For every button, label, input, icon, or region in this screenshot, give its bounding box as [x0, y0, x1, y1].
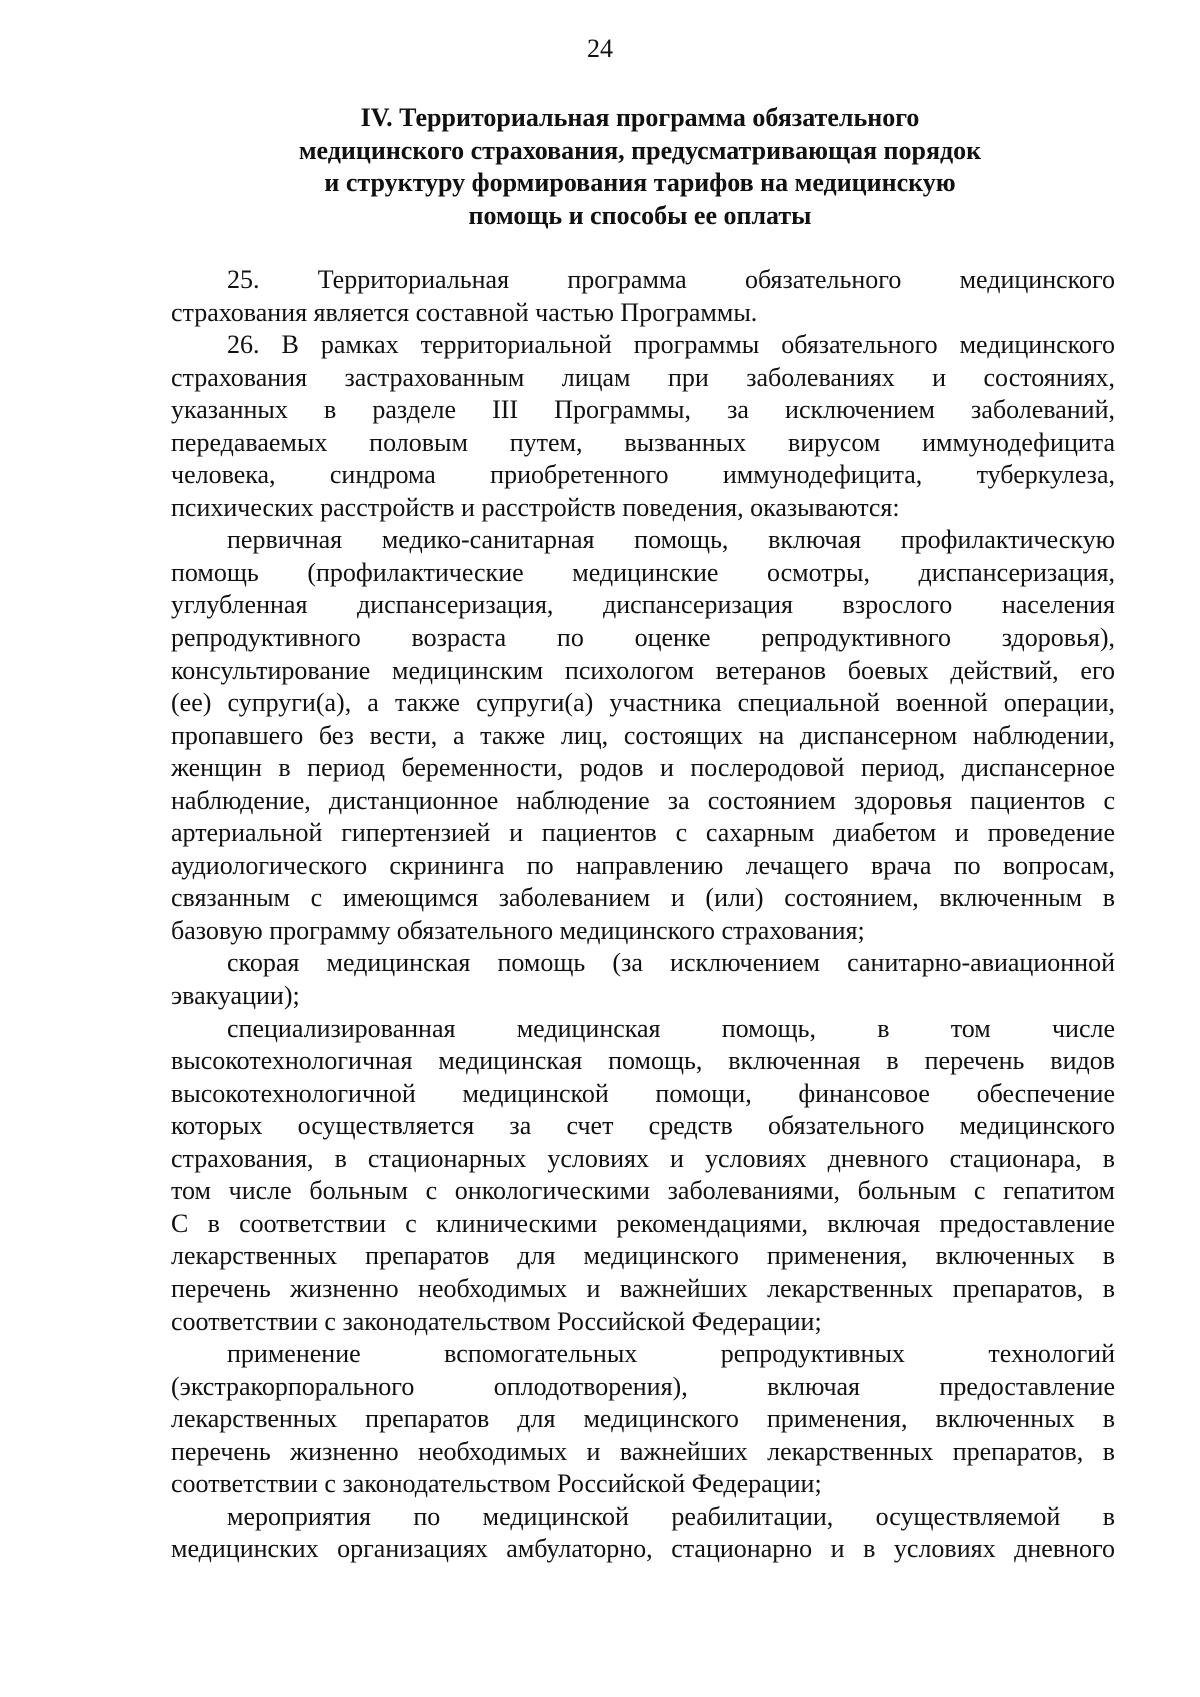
heading-line: медицинского страхования, предусматривающая порядок: [298, 135, 982, 165]
section-heading: [200, 102, 1080, 232]
paragraph-line: медицинских организациях амбулаторно, стационарно и в условиях дневного: [171, 1534, 1115, 1564]
paragraph-line: базовую программу обязательного медицинского страхования;: [171, 915, 865, 945]
paragraph-line: страхования застрахованным лицам при заболеваниях и состояниях,: [171, 362, 1115, 392]
paragraph-line: указанных в разделе III Программы, за исключением заболеваний,: [171, 395, 1115, 425]
heading-line: и структуру формирования тарифов на медицинскую: [324, 168, 956, 197]
paragraph-line: психических расстройств и расстройств поведения, оказываются:: [171, 492, 900, 522]
paragraph-line: (ее) супруги(а), а также супруги(а) участника специальной военной операции,: [171, 688, 1115, 718]
paragraph-line: том числе больным с онкологическими заболеваниями, больным с гепатитом: [171, 1176, 1115, 1206]
paragraph-line: 26. В рамках территориальной программы обязательного медицинского: [227, 330, 1115, 360]
paragraph: [171, 1338, 1115, 1501]
paragraph-line: высокотехнологичной медицинской помощи, финансовое обеспечение: [171, 1078, 1115, 1108]
paragraph-line: помощь (профилактические медицинские осмотры, диспансеризация,: [171, 557, 1115, 587]
paragraph-line: пропавшего без вести, а также лиц, состоящих на диспансерном наблюдении,: [171, 720, 1115, 750]
paragraph: [171, 329, 1115, 524]
paragraph-line: углубленная диспансеризация, диспансеризация взрослого населения: [171, 590, 1115, 620]
paragraph: [171, 947, 1115, 1012]
paragraph-line: страхования является составной частью Программы.: [171, 297, 758, 327]
paragraph-line: передаваемых половым путем, вызванных вирусом иммунодефицита: [171, 427, 1115, 457]
paragraph-line: лекарственных препаратов для медицинского применения, включенных в: [171, 1404, 1115, 1434]
page-number: 24: [587, 34, 613, 63]
paragraph-line: применение вспомогательных репродуктивных технологий: [227, 1339, 1115, 1369]
paragraph-line: репродуктивного возраста по оценке репродуктивного здоровья),: [171, 623, 1115, 653]
paragraph-line: высокотехнологичная медицинская помощь, включенная в перечень видов: [171, 1046, 1115, 1076]
paragraph-line: аудиологического скрининга по направлению лечащего врача по вопросам,: [171, 850, 1115, 880]
paragraph-line: 25. Территориальная программа обязательного медицинского: [227, 265, 1115, 294]
heading-line: IV. Территориальная программа обязательного: [360, 103, 920, 132]
paragraph-line: лекарственных препаратов для медицинского применения, включенных в: [171, 1241, 1115, 1271]
paragraph: [171, 264, 1115, 329]
paragraph-line: которых осуществляется за счет средств обязательного медицинского: [171, 1111, 1115, 1141]
paragraph: [171, 1013, 1115, 1338]
paragraph-line: консультирование медицинским психологом ветеранов боевых действий, его: [171, 655, 1115, 685]
paragraph: [171, 1501, 1115, 1566]
paragraph-line: перечень жизненно необходимых и важнейших лекарственных препаратов, в: [171, 1436, 1115, 1466]
paragraph-line: первичная медико-санитарная помощь, включая профилактическую: [227, 525, 1115, 555]
paragraph-line: перечень жизненно необходимых и важнейших лекарственных препаратов, в: [171, 1273, 1115, 1303]
document-body: [171, 264, 1115, 1566]
heading-line: помощь и способы ее оплаты: [468, 200, 812, 230]
paragraph-line: скорая медицинская помощь (за исключением санитарно-авиационной: [227, 948, 1115, 978]
paragraph-line: страхования, в стационарных условиях и условиях дневного стационара, в: [171, 1143, 1115, 1173]
paragraph-line: (экстракорпорального оплодотворения), включая предоставление: [171, 1371, 1115, 1401]
paragraph-line: женщин в период беременности, родов и послеродовой период, диспансерное: [171, 753, 1115, 783]
paragraph-line: С в соответствии с клиническими рекомендациями, включая предоставление: [171, 1208, 1115, 1238]
paragraph: [171, 524, 1115, 947]
paragraph-line: специализированная медицинская помощь, в том числе: [227, 1013, 1115, 1043]
paragraph-line: наблюдение, дистанционное наблюдение за состоянием здоровья пациентов с: [171, 785, 1115, 815]
paragraph-line: артериальной гипертензией и пациентов с сахарным диабетом и проведение: [171, 818, 1115, 848]
paragraph-line: человека, синдрома приобретенного иммунодефицита, туберкулеза,: [171, 460, 1115, 490]
paragraph-line: соответствии с законодательством Российской Федерации;: [171, 1306, 822, 1336]
paragraph-line: мероприятия по медицинской реабилитации, осуществляемой в: [227, 1501, 1115, 1531]
paragraph-line: соответствии с законодательством Российской Федерации;: [171, 1469, 822, 1499]
paragraph-line: связанным с имеющимся заболеванием и (или) состоянием, включенным в: [171, 883, 1115, 913]
paragraph-line: эвакуации);: [171, 981, 300, 1011]
